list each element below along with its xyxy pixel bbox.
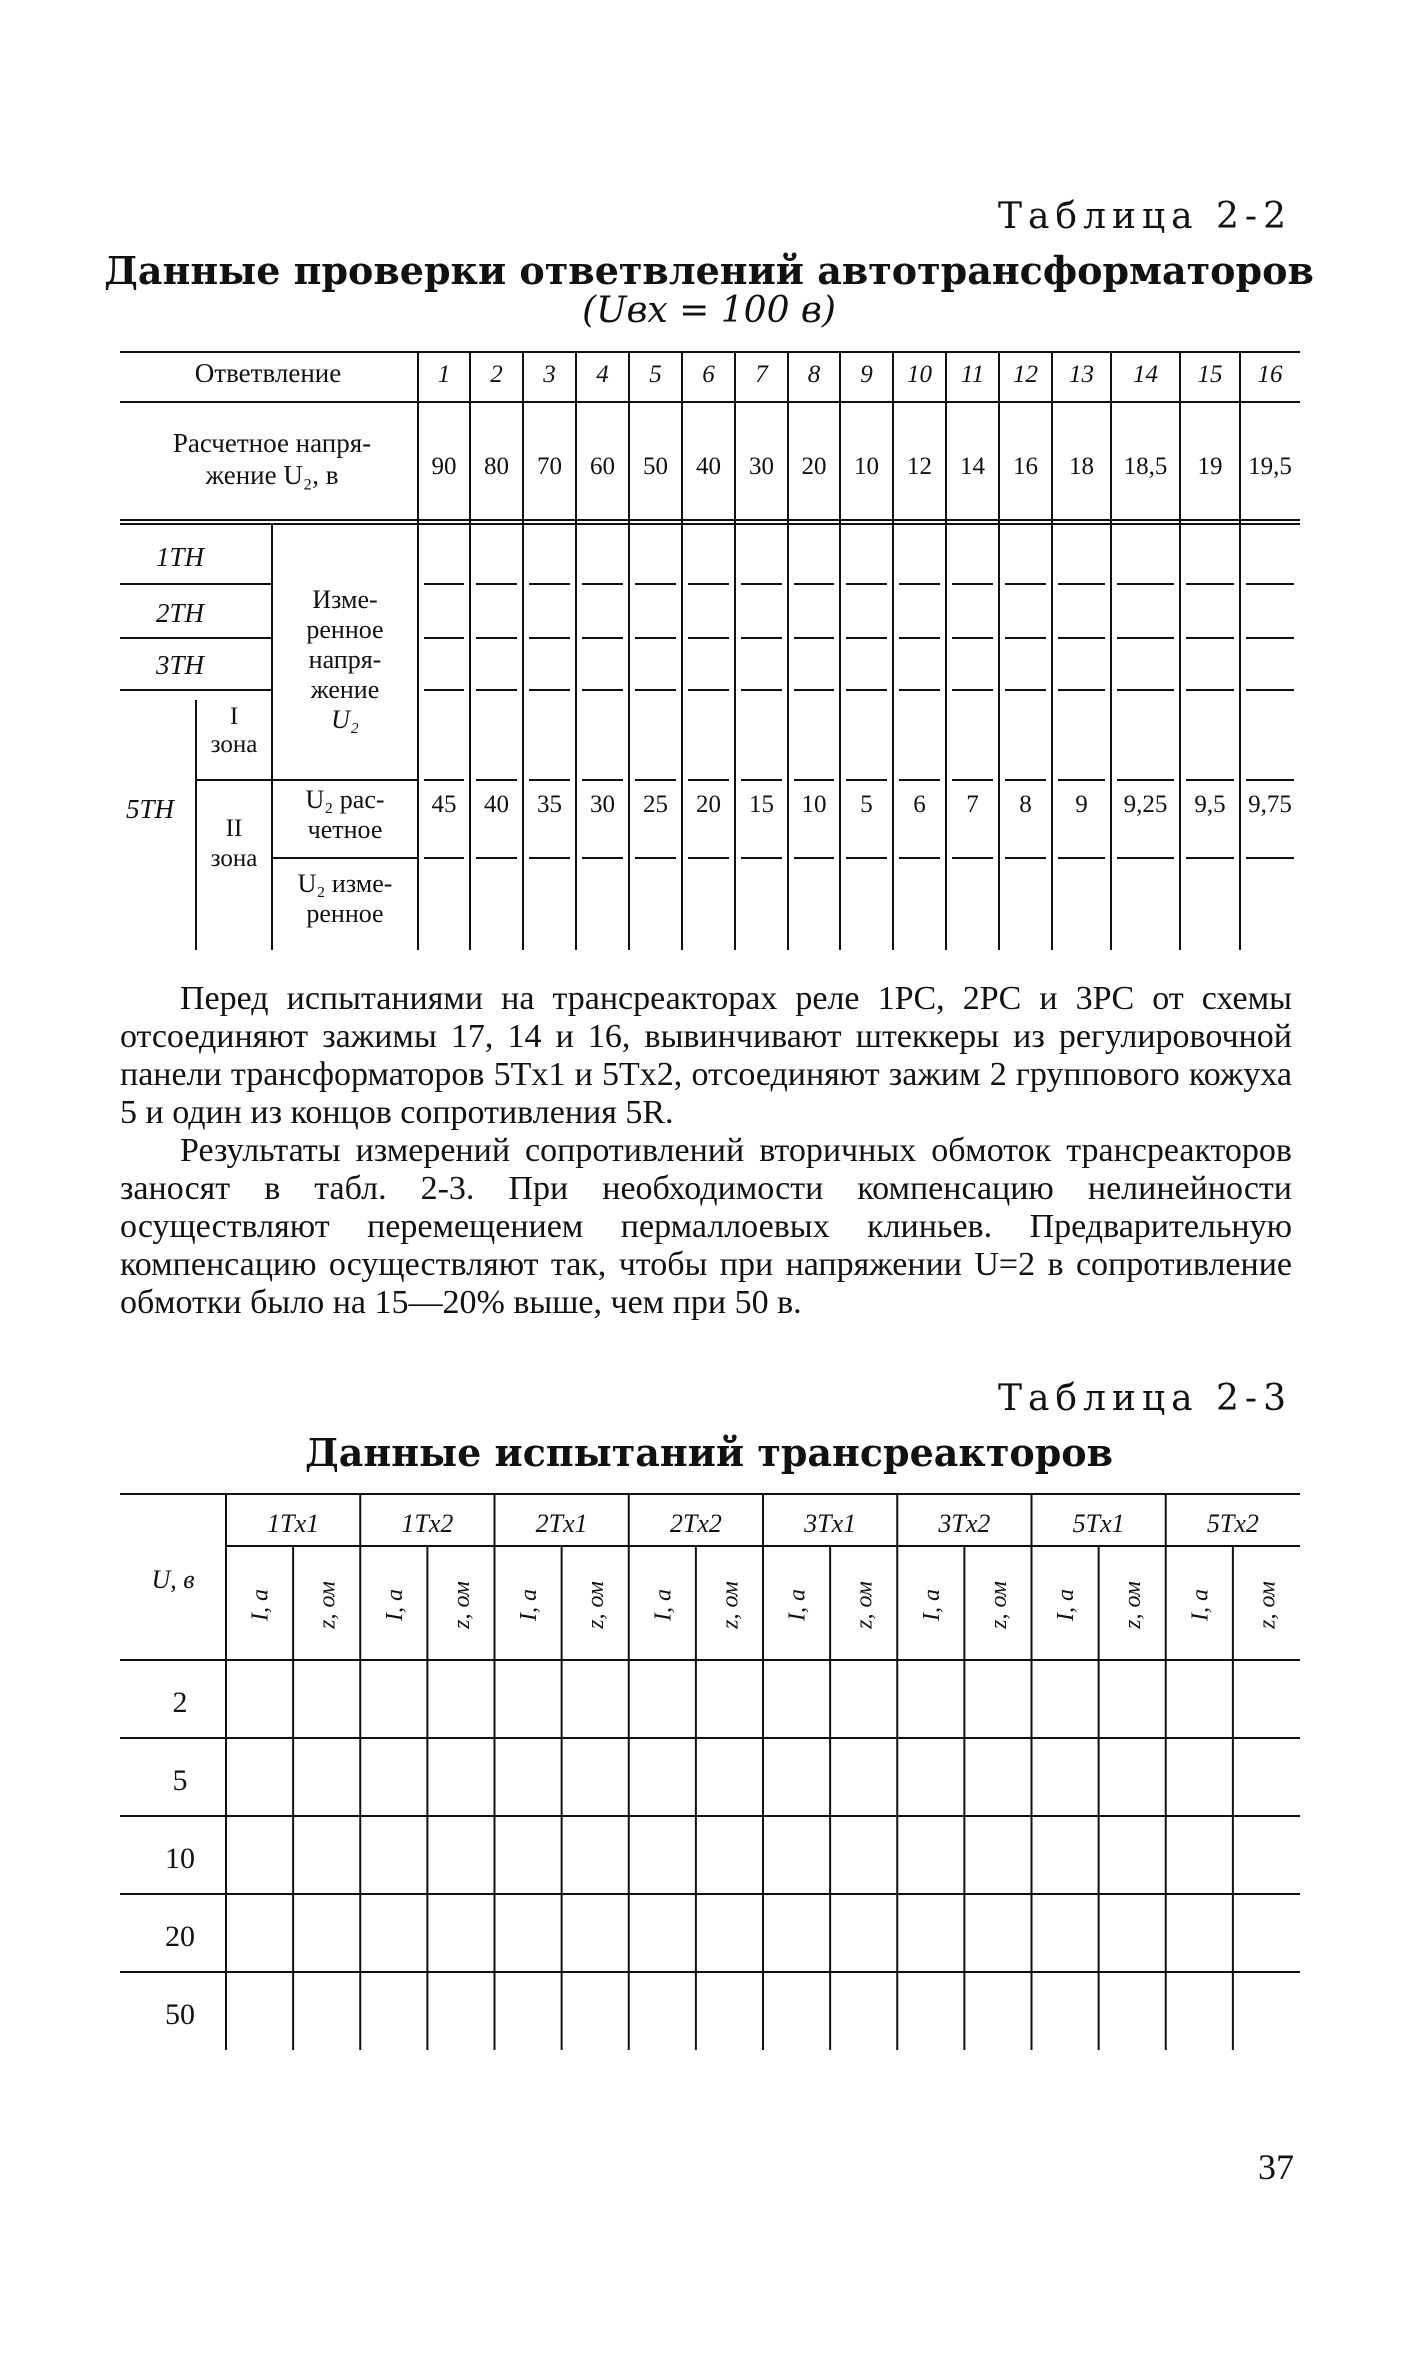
voltage-value: 20 (165, 1920, 195, 1953)
branch-number: 8 (807, 361, 821, 388)
u2-calc-value: 5 (860, 791, 873, 818)
measured-voltage-label: напря- (308, 645, 382, 674)
branch-label: Ответвление (194, 358, 342, 388)
branch-number: 16 (1257, 361, 1283, 388)
u2-calc-value: 30 (590, 791, 615, 818)
voltage-value: 5 (172, 1764, 188, 1797)
sub-header-current: I, а (1187, 1589, 1214, 1621)
sub-header-impedance: z, ом (851, 1581, 878, 1629)
row-label-3th: 3TH (155, 650, 205, 680)
sub-header-current: I, а (650, 1589, 677, 1621)
sub-header-current: I, а (1053, 1589, 1080, 1621)
calc-voltage-value: 80 (484, 453, 509, 480)
sub-header-impedance: z, ом (985, 1581, 1012, 1629)
u2-calc-label: четное (307, 815, 383, 844)
row-label-1th: 1TH (155, 542, 205, 572)
sub-header-current: I, а (247, 1589, 274, 1621)
zone-1-label: I (229, 703, 239, 730)
u2-calc-value: 40 (484, 791, 509, 818)
u2-calc-value: 20 (696, 791, 721, 818)
branch-number: 12 (1013, 361, 1038, 388)
measured-voltage-label: ренное (306, 615, 384, 644)
table-2-2-title: Данные проверки ответвлений автотрансформаторов (104, 248, 1314, 293)
table-2-3-caption: Таблица 2-3 (997, 1378, 1292, 1419)
branch-number: 7 (755, 361, 768, 388)
sub-header-current: I, а (918, 1589, 945, 1621)
calc-voltage-value: 70 (537, 453, 562, 480)
u2-calc-value: 9,5 (1194, 791, 1226, 818)
u2-calc-value: 10 (801, 791, 827, 818)
sub-header-impedance: z, ом (717, 1581, 744, 1629)
calc-voltage-label: Расчетное напря- (172, 428, 372, 458)
u2-calc-value: 6 (913, 791, 926, 818)
u2-calc-value: 9 (1075, 791, 1088, 818)
calc-voltage-value: 90 (431, 453, 457, 480)
calc-voltage-value: 12 (907, 453, 932, 480)
u2-calc-value: 9,75 (1248, 791, 1292, 818)
body-text (120, 980, 1292, 1322)
calc-voltage-value: 19 (1197, 453, 1223, 480)
page-number: 37 (1258, 2147, 1294, 2187)
calc-voltage-value: 50 (643, 453, 668, 480)
voltage-value: 10 (165, 1842, 195, 1875)
measured-voltage-label: U₂ (331, 705, 359, 734)
u2-calc-label: U₂ рас- (305, 785, 385, 814)
group-label: 2Tx2 (669, 1509, 722, 1538)
u2-calc-value: 9,25 (1123, 791, 1168, 818)
branch-number: 2 (490, 361, 503, 388)
table-2-2-subtitle: (Uвх = 100 в) (582, 290, 836, 331)
calc-voltage-value: 19,5 (1248, 453, 1292, 480)
u2-calc-value: 7 (966, 791, 979, 818)
sub-header-impedance: z, ом (1120, 1581, 1147, 1629)
group-label: 5Tx2 (1206, 1509, 1259, 1538)
u2-calc-value: 35 (537, 791, 562, 818)
calc-voltage-value: 14 (960, 453, 985, 480)
row-label-2th: 2TH (155, 598, 205, 628)
calc-voltage-value: 40 (696, 453, 721, 480)
measured-voltage-label: жение (310, 675, 380, 704)
u2-calc-value: 8 (1019, 791, 1032, 818)
calc-voltage-value: 18 (1069, 453, 1094, 480)
calc-voltage-value: 60 (590, 453, 615, 480)
table-2-3-title: Данные испытаний трансреакторов (304, 1430, 1114, 1475)
voltage-value: 2 (172, 1686, 188, 1719)
branch-number: 10 (907, 361, 932, 388)
sub-header-current: I, а (516, 1589, 543, 1621)
group-label: 2Tx1 (535, 1509, 588, 1538)
measured-voltage-label: Изме- (312, 585, 378, 614)
calc-voltage-value: 20 (801, 453, 827, 480)
table-2-3 (0, 1480, 1418, 2100)
paragraph-2: Результаты измерений сопротивлений вторичных обмоток трансреакторов заносят в табл. 2-3. При необходимости компенсацию нелинейности осуществляют перемещением пермаллоевых клиньев. Предварительную компенсацию осуществляют так, чтобы при напряжении U=2 в сопротивление обмотки было на 15—20% выше, чем при 50 в. (120, 1132, 1292, 1321)
zone-2-label: II (225, 815, 243, 842)
branch-number: 6 (702, 361, 715, 388)
row-label-5th: 5TH (125, 794, 175, 824)
sub-header-current: I, а (784, 1589, 811, 1621)
branch-number: 4 (596, 361, 609, 388)
paragraph-1: Перед испытаниями на трансреакторах реле 1PC, 2PC и 3PC от схемы отсоединяют зажимы 17, 14 и 16, вывинчивают штеккеры из регулировочной панели трансформаторов 5Tx1 и 5Tx2, отсоединяют зажим 2 группового кожуха 5 и один из концов сопротивления 5R. (120, 980, 1292, 1131)
u2-calc-value: 15 (749, 791, 774, 818)
voltage-value: 50 (165, 1998, 195, 2031)
voltage-header: U, в (151, 1565, 195, 1594)
calc-voltage-value: 18,5 (1123, 453, 1168, 480)
sub-header-impedance: z, ом (314, 1581, 341, 1629)
calc-voltage-value: 30 (749, 453, 774, 480)
branch-number: 14 (1133, 361, 1158, 388)
u2-measured-label: U₂ изме- (297, 869, 393, 898)
branch-number: 3 (543, 361, 556, 388)
sub-header-current: I, а (381, 1589, 408, 1621)
calc-voltage-value: 16 (1013, 453, 1038, 480)
group-label: 3Tx1 (804, 1509, 857, 1538)
sub-header-impedance: z, ом (448, 1581, 475, 1629)
group-label: 5Tx1 (1072, 1509, 1125, 1538)
group-label: 1Tx2 (401, 1509, 454, 1538)
branch-number: 1 (437, 361, 451, 388)
table-2-2 (0, 0, 1418, 980)
sub-header-impedance: z, ом (583, 1581, 610, 1629)
sub-header-impedance: z, ом (1254, 1581, 1281, 1629)
u2-measured-label: ренное (306, 899, 384, 928)
branch-number: 15 (1197, 361, 1223, 388)
zone-1-label: зона (210, 731, 258, 758)
branch-number: 13 (1069, 361, 1094, 388)
group-label: 3Tx2 (938, 1509, 991, 1538)
calc-voltage-value: 10 (854, 453, 879, 480)
u2-calc-value: 45 (431, 791, 457, 818)
u2-calc-value: 25 (643, 791, 668, 818)
group-label: 1Tx1 (267, 1509, 320, 1538)
zone-2-label: зона (210, 845, 258, 872)
table-2-2-caption: Таблица 2-2 (997, 196, 1292, 237)
branch-number: 5 (649, 361, 662, 388)
branch-number: 11 (960, 361, 985, 388)
calc-voltage-label: жение U₂, в (205, 460, 339, 490)
branch-number: 9 (860, 361, 873, 388)
